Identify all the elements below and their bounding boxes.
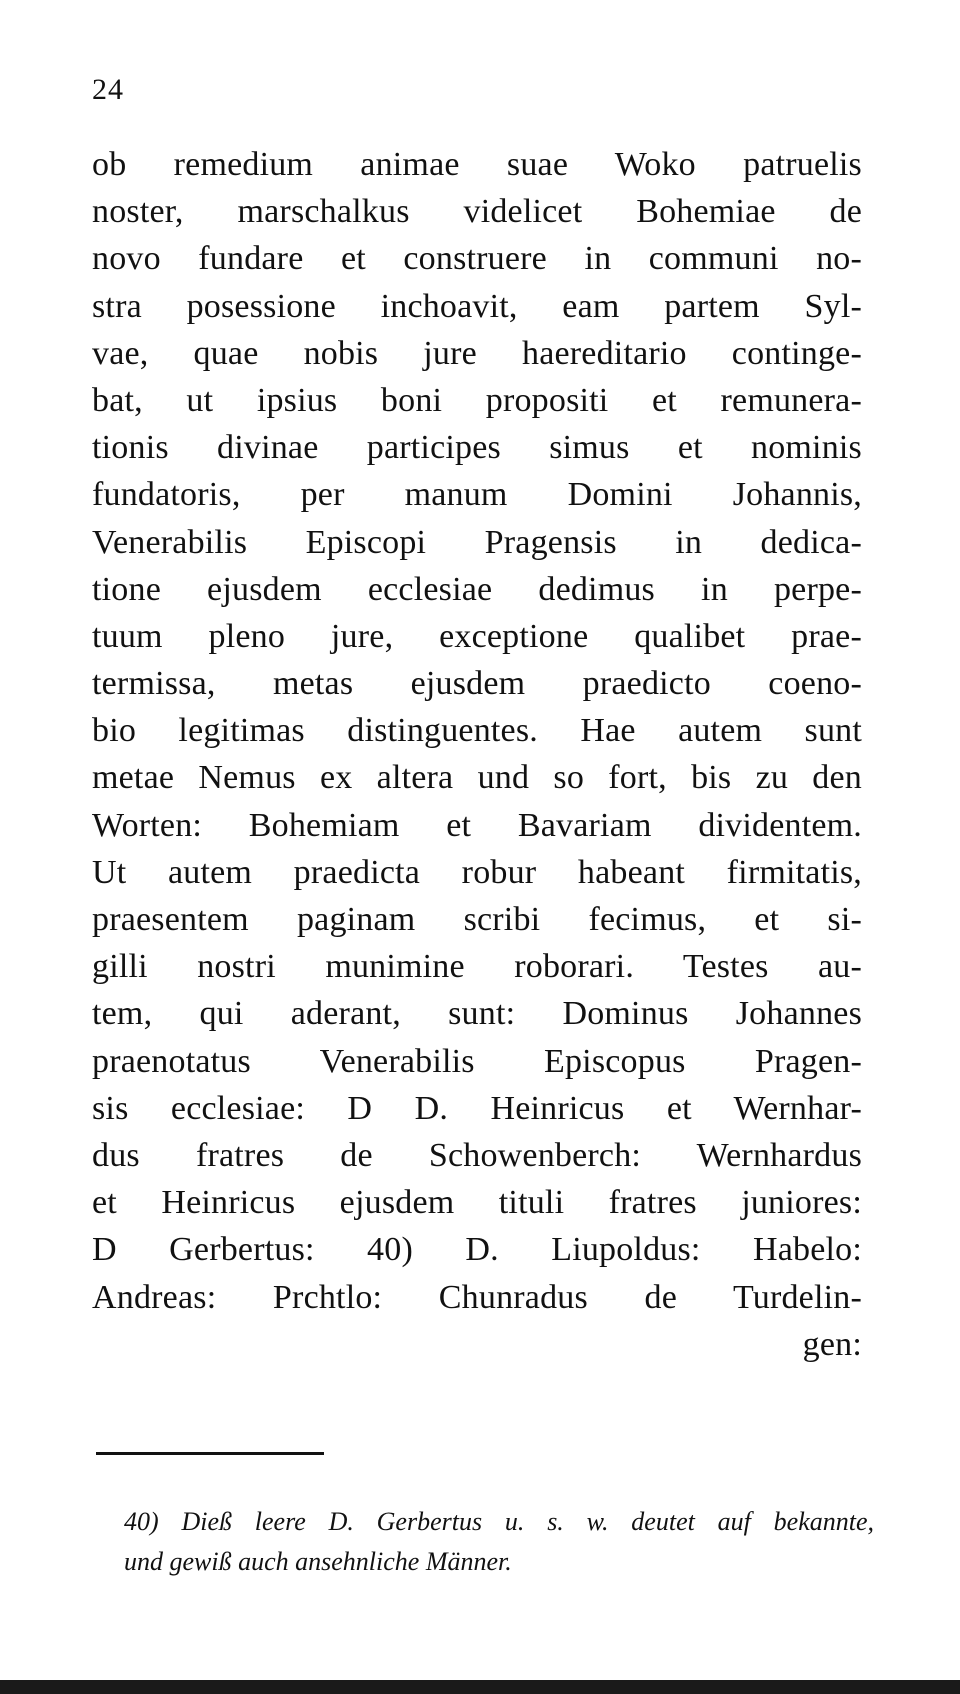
text-line: Andreas: Prchtlo: Chunradus de Turdelin- [92, 1278, 862, 1316]
text-line: praesentem paginam scribi fecimus, et si- [92, 901, 862, 938]
text-line: Ut autem praedicta robur habeant firmitatis, [92, 853, 862, 891]
text-line: vae, quae nobis jure haereditario continge- [92, 334, 862, 372]
footnote-line: 40) Dieß leere D. Gerbertus u. s. w. deutet auf bekannte, [124, 1507, 874, 1536]
text-line: bio legitimas distinguentes. Hae autem sunt [92, 712, 862, 750]
text-line: termissa, metas ejusdem praedicto coeno- [92, 665, 862, 703]
text-line: Worten: Bohemiam et Bavariam dividentem. [92, 806, 862, 844]
text-line: novo fundare et construere in communi no- [92, 240, 862, 278]
text-line: et Heinricus ejusdem tituli fratres juniores: [92, 1184, 862, 1222]
text-line: ob remedium animae suae Woko patruelis [92, 146, 862, 183]
footnote-divider [96, 1452, 324, 1455]
text-line: noster, marschalkus videlicet Bohemiae de [92, 193, 862, 231]
text-line: sis ecclesiae: D D. Heinricus et Wernhar- [92, 1089, 862, 1127]
text-line: praenotatus Venerabilis Episcopus Pragen- [92, 1042, 862, 1080]
text-line: bat, ut ipsius boni propositi et remunera- [92, 381, 862, 419]
text-line: stra posessione inchoavit, eam partem Syl- [92, 287, 862, 325]
text-line: dus fratres de Schowenberch: Wernhardus [92, 1136, 862, 1174]
text-line: gilli nostri munimine roborari. Testes au- [92, 948, 862, 986]
text-line-final: gen: [802, 1325, 862, 1363]
text-line: fundatoris, per manum Domini Johannis, [92, 476, 862, 514]
text-line: tione ejusdem ecclesiae dedimus in perpe- [92, 570, 862, 608]
footnote-line: und gewiß auch ansehnliche Männer. [124, 1547, 512, 1576]
text-line: Venerabilis Episcopi Pragensis in dedica- [92, 523, 862, 561]
text-line: tionis divinae participes simus et nominis [92, 429, 862, 467]
body-text [92, 141, 862, 1368]
scan-edge-bar [0, 1680, 960, 1694]
text-line: metae Nemus ex altera und so fort, bis zu den [92, 759, 862, 797]
page-number: 24 [92, 73, 124, 106]
text-line: tem, qui aderant, sunt: Dominus Johannes [92, 995, 862, 1033]
footnote [124, 1502, 874, 1582]
text-line: D Gerbertus: 40) D. Liupoldus: Habelo: [92, 1231, 862, 1269]
text-line: tuum pleno jure, exceptione qualibet prae- [92, 617, 862, 655]
